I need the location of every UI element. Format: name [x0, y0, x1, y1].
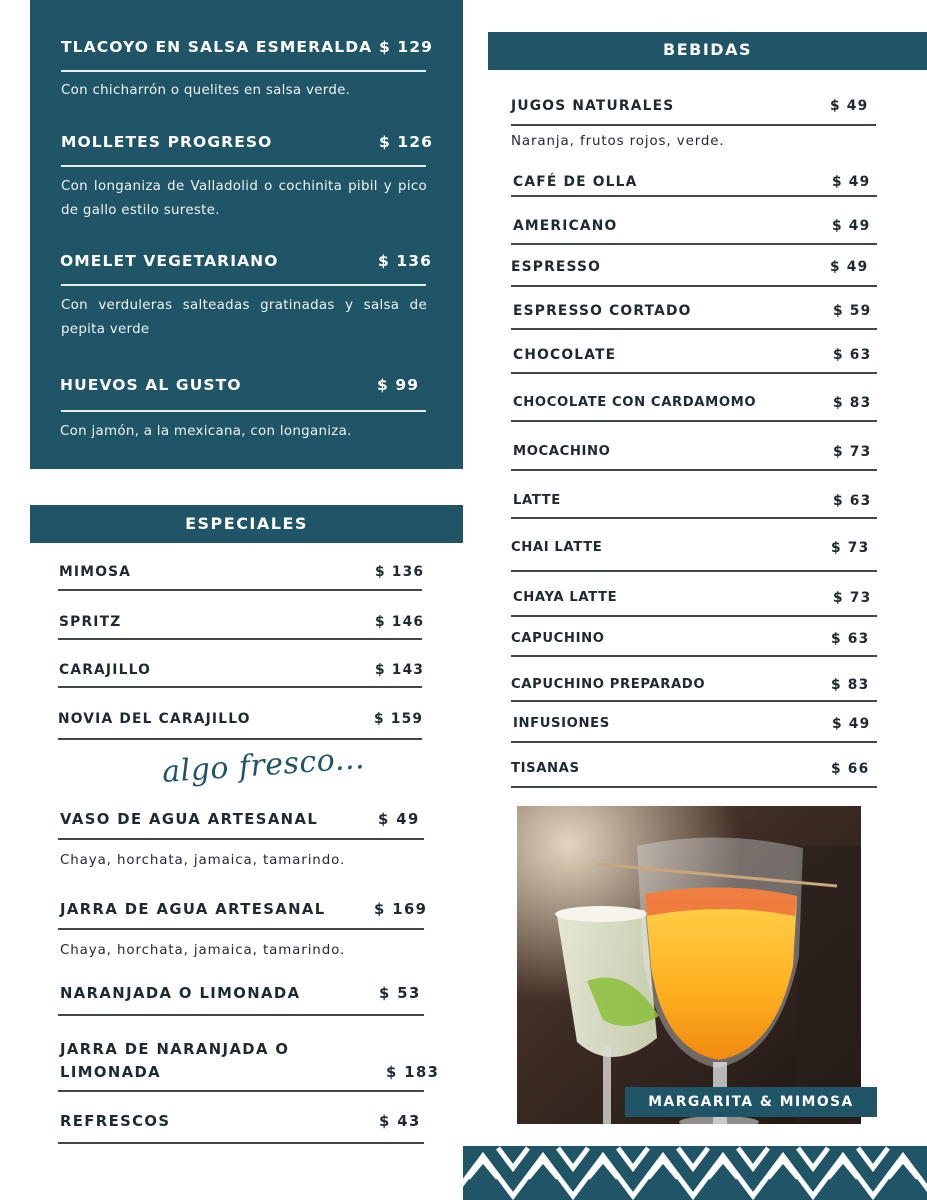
- menu-item-name: CAFÉ DE OLLA: [513, 174, 638, 190]
- divider: [58, 686, 422, 688]
- menu-item-price: $ 73: [833, 590, 872, 606]
- divider: [58, 1142, 424, 1144]
- divider: [511, 195, 877, 197]
- menu-item-name: JARRA DE AGUA ARTESANAL: [60, 901, 326, 918]
- divider: [61, 165, 426, 167]
- divider: [511, 372, 877, 374]
- menu-item-price: $ 136: [375, 564, 425, 580]
- menu-item-description: Naranja, frutos rojos, verde.: [511, 134, 725, 149]
- menu-item-name: CAPUCHINO PREPARADO: [511, 677, 706, 692]
- menu-item-price: $ 126: [379, 133, 434, 151]
- menu-item-name: OMELET VEGETARIANO: [60, 252, 279, 270]
- menu-item-name: REFRESCOS: [60, 1113, 171, 1130]
- menu-item-price: $ 49: [830, 259, 869, 275]
- divider: [511, 285, 877, 287]
- menu-item-name: HUEVOS AL GUSTO: [60, 376, 242, 394]
- divider: [58, 838, 424, 840]
- menu-item-price: $ 83: [831, 677, 870, 693]
- menu-item-price: $ 143: [375, 662, 425, 678]
- menu-item-price: $ 63: [833, 493, 872, 509]
- menu-item-name: MOCACHINO: [513, 444, 611, 459]
- menu-item-name: CHAYA LATTE: [513, 590, 618, 605]
- menu-item-name: LIMONADA: [60, 1064, 162, 1081]
- menu-item-name: JUGOS NATURALES: [511, 98, 675, 114]
- divider: [511, 517, 877, 519]
- menu-item-name: NARANJADA O LIMONADA: [60, 985, 301, 1002]
- menu-item-price: $ 49: [832, 716, 871, 732]
- menu-item-name: CHAI LATTE: [511, 540, 603, 555]
- menu-item-price: $ 99: [377, 376, 420, 394]
- section-title-algo-fresco: algo fresco...: [161, 740, 366, 791]
- menu-item-name: JARRA DE NARANJADA O: [60, 1041, 290, 1058]
- breakfast-panel: [30, 0, 463, 469]
- menu-item-description: Chaya, horchata, jamaica, tamarindo.: [60, 853, 346, 868]
- divider: [511, 700, 877, 702]
- divider: [61, 284, 426, 286]
- divider: [61, 70, 426, 72]
- menu-item-name: MOLLETES PROGRESO: [61, 133, 273, 151]
- section-header-especiales: ESPECIALES: [30, 505, 463, 543]
- menu-item-name: NOVIA DEL CARAJILLO: [58, 711, 251, 727]
- menu-item-price: $ 49: [830, 98, 869, 114]
- decorative-pattern: [463, 1146, 927, 1200]
- menu-item-name: TLACOYO EN SALSA ESMERALDA: [61, 38, 373, 56]
- divider: [58, 638, 422, 640]
- menu-item-price: $ 59: [833, 303, 872, 319]
- divider: [511, 124, 876, 126]
- divider: [511, 655, 877, 657]
- divider: [511, 420, 877, 422]
- divider: [58, 1090, 424, 1092]
- menu-item-name: CHOCOLATE: [513, 347, 617, 363]
- menu-item-price: $ 129: [379, 38, 434, 56]
- menu-item-name: AMERICANO: [513, 218, 618, 234]
- menu-item-price: $ 73: [833, 444, 872, 460]
- menu-item-price: $ 63: [831, 631, 870, 647]
- photo-caption: MARGARITA & MIMOSA: [625, 1087, 877, 1117]
- menu-item-name: CHOCOLATE CON CARDAMOMO: [513, 395, 757, 410]
- menu-item-price: $ 66: [831, 761, 870, 777]
- menu-item-name: SPRITZ: [59, 614, 122, 630]
- menu-item-price: $ 183: [386, 1064, 440, 1081]
- menu-item-price: $ 73: [831, 540, 870, 556]
- divider: [511, 786, 877, 788]
- menu-item-price: $ 49: [832, 174, 871, 190]
- divider: [511, 615, 877, 617]
- menu-item-name: TISANAS: [511, 761, 580, 776]
- divider: [58, 738, 422, 740]
- menu-item-price: $ 83: [833, 395, 872, 411]
- menu-item-name: LATTE: [513, 493, 561, 508]
- divider: [511, 570, 877, 572]
- menu-item-description: Chaya, horchata, jamaica, tamarindo.: [60, 943, 346, 958]
- menu-item-description: Con verduleras salteadas gratinadas y salsa de pepita verde: [61, 298, 427, 337]
- menu-item-description: Con longaniza de Valladolid o cochinita pibil y pico de gallo estilo sureste.: [61, 179, 427, 218]
- divider: [58, 928, 424, 930]
- menu-item-price: $ 49: [378, 811, 420, 828]
- drinks-photo: [517, 806, 861, 1124]
- menu-item-description: Con jamón, a la mexicana, con longaniza.: [60, 424, 352, 439]
- menu-item-price: $ 63: [833, 347, 872, 363]
- menu-item-name: ESPRESSO CORTADO: [513, 303, 692, 319]
- divider: [511, 741, 877, 743]
- menu-item-name: ESPRESSO: [511, 259, 602, 275]
- divider: [58, 589, 422, 591]
- divider: [511, 469, 877, 471]
- menu-item-description: Con chicharrón o quelites en salsa verde.: [61, 83, 351, 98]
- divider: [61, 410, 426, 412]
- menu-item-name: CAPUCHINO: [511, 631, 605, 646]
- section-header-bebidas: BEBIDAS: [488, 32, 927, 70]
- menu-item-price: $ 169: [374, 901, 428, 918]
- menu-item-price: $ 53: [379, 985, 421, 1002]
- menu-item-price: $ 49: [832, 218, 871, 234]
- menu-item-price: $ 146: [375, 614, 425, 630]
- divider: [511, 328, 877, 330]
- menu-item-price: $ 136: [378, 252, 433, 270]
- menu-item-price: $ 159: [374, 711, 424, 727]
- divider: [58, 1014, 424, 1016]
- menu-item-name: INFUSIONES: [513, 716, 610, 731]
- divider: [511, 243, 877, 245]
- menu-item-price: $ 43: [379, 1113, 421, 1130]
- menu-item-name: VASO DE AGUA ARTESANAL: [60, 811, 319, 828]
- menu-item-name: CARAJILLO: [59, 662, 151, 678]
- menu-item-name: MIMOSA: [59, 564, 132, 580]
